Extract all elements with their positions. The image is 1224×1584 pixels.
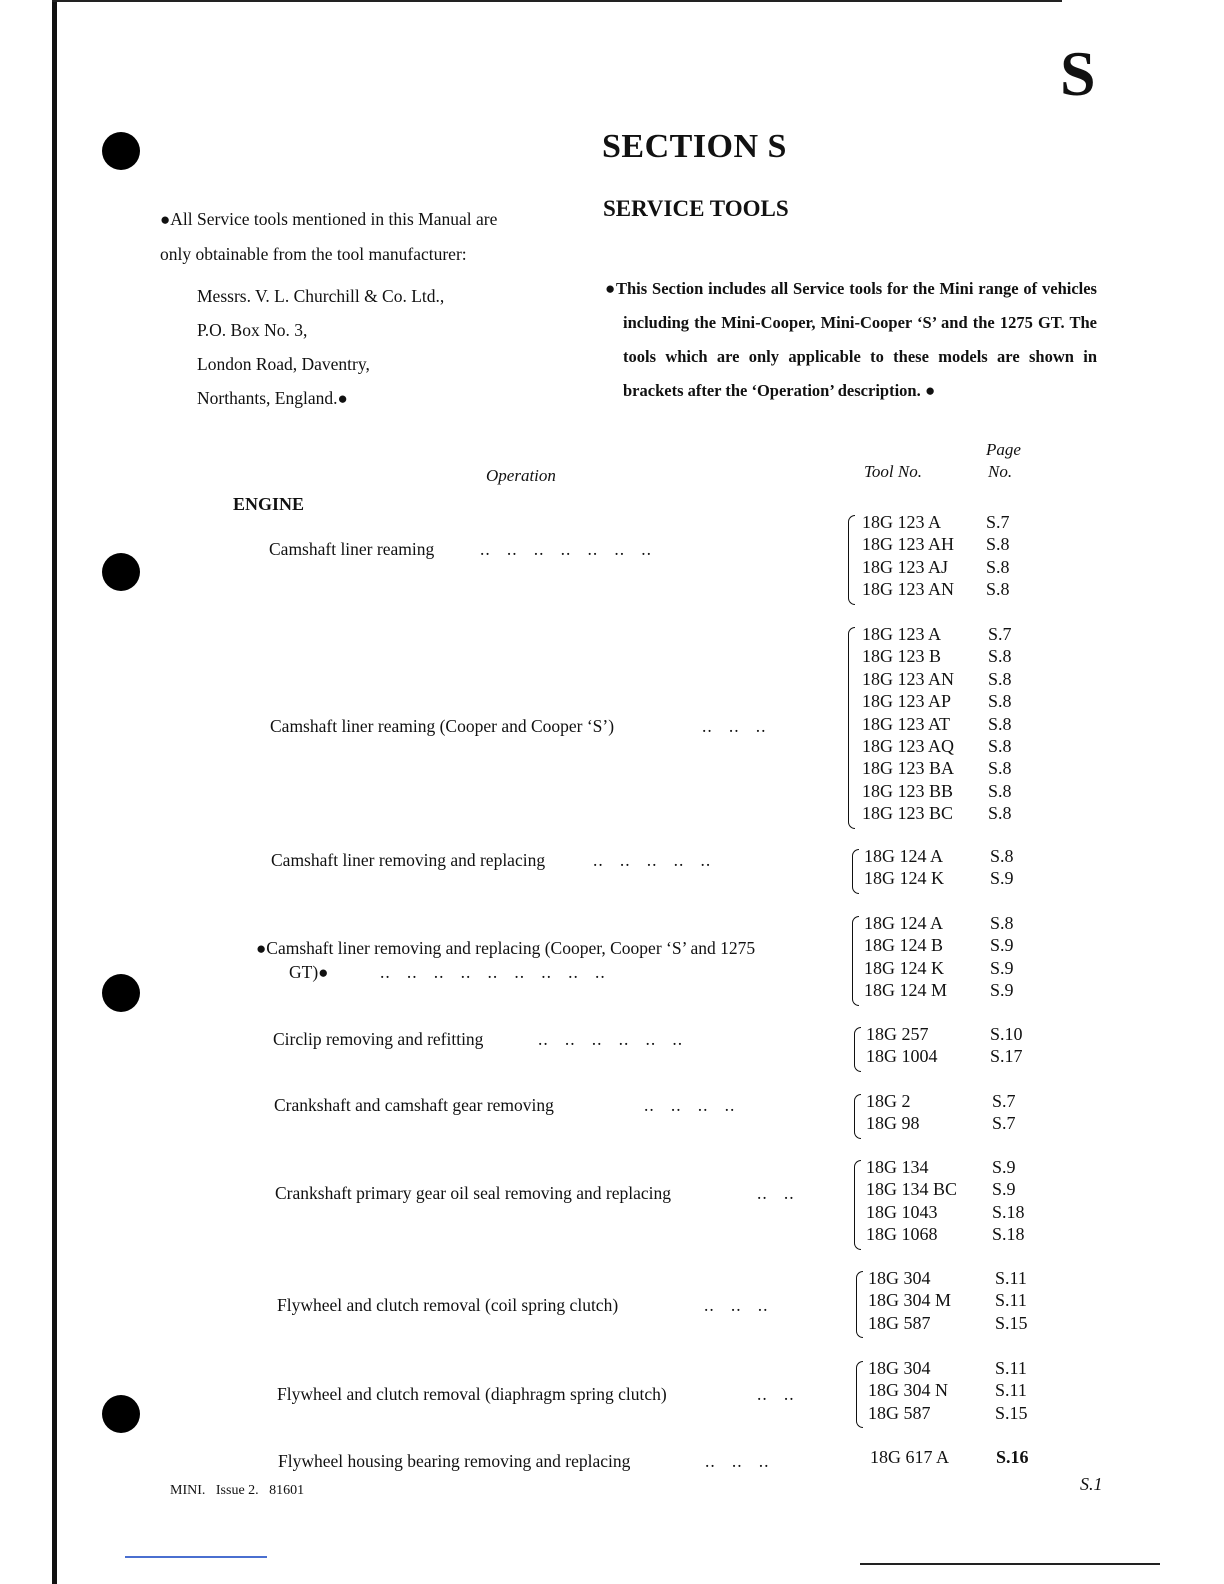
top-rule [52, 0, 1062, 2]
operation-label: Circlip removing and refitting [273, 1029, 484, 1049]
tool-number: 18G 123 AN [862, 579, 955, 600]
page-ref: S.8 [986, 579, 1010, 600]
tool-number: 18G 587 [868, 1402, 931, 1423]
tool-bracket [852, 849, 859, 894]
section-note [605, 272, 1097, 408]
leader-dots: .. .. .. [705, 1451, 770, 1471]
tool-number: 18G 124 M [864, 980, 948, 1001]
tool-number: 18G 587 [868, 1312, 931, 1333]
tool-number: 18G 123 AH [862, 534, 955, 555]
bullet-icon: ● [605, 279, 616, 298]
binder-hole [102, 553, 140, 591]
page-ref: S.8 [988, 713, 1012, 734]
page-ref: S.7 [986, 512, 1010, 532]
column-header-page: Page [986, 440, 1021, 459]
tool-number: 18G 617 A [870, 1447, 950, 1467]
tool-number: 18G 123 AP [862, 691, 952, 712]
page-ref: S.9 [990, 935, 1014, 956]
tool-bracket [854, 1160, 861, 1250]
page-ref: S.8 [988, 646, 1012, 667]
leader-dots: .. .. .. .. .. .. .. [480, 539, 652, 559]
page-ref: S.16 [996, 1447, 1029, 1467]
operation-label: Flywheel housing bearing removing and replacing [278, 1451, 631, 1471]
operation-label-cont [289, 962, 328, 983]
page-ref: S.7 [992, 1091, 1016, 1111]
tool-number: 18G 123 BC [862, 803, 954, 824]
operation-text: Camshaft liner removing and replacing (Cooper, Cooper ‘S’ and 1275 [266, 938, 756, 958]
leader-dots: .. .. .. .. [644, 1095, 736, 1115]
operation-label: Crankshaft and camshaft gear removing [274, 1095, 554, 1115]
tool-number: 18G 123 AQ [862, 736, 955, 756]
address-line: London Road, Daventry, [197, 354, 370, 374]
page-ref: S.8 [990, 846, 1014, 866]
page-subtitle: SERVICE TOOLS [603, 196, 789, 221]
operation-label: Camshaft liner removing and replacing [271, 850, 546, 870]
operation-label: Camshaft liner reaming [269, 539, 435, 559]
leader-dots: .. .. .. .. .. .. [538, 1029, 684, 1049]
leader-dots: .. .. .. [702, 716, 767, 736]
operation-label [256, 938, 755, 959]
page-ref: S.11 [995, 1358, 1027, 1378]
tool-number: 18G 123 A [862, 624, 942, 644]
column-header-page: No. [988, 462, 1013, 481]
binder-hole [102, 132, 140, 170]
page-ref: S.15 [995, 1312, 1028, 1333]
page-ref: S.7 [988, 624, 1012, 644]
page-ref: S.9 [992, 1179, 1016, 1200]
address-line: Messrs. V. L. Churchill & Co. Ltd., [197, 286, 445, 306]
footer-issue: MINI. Issue 2. 81601 [170, 1483, 305, 1498]
binder-hole [102, 974, 140, 1012]
page-ref: S.8 [986, 534, 1010, 555]
page-ref: S.8 [988, 780, 1012, 801]
leader-dots: .. .. .. .. .. .. .. .. .. [380, 962, 606, 982]
page-ref: S.11 [995, 1290, 1027, 1311]
note-text: This Section includes all Service tools for the Mini range of vehicles including the Mini-Cooper, Mini-Cooper ‘S’ and the 1275 GT. The tools which are only applicable to these models are shown in brackets after the ‘Operation’ description. [615, 279, 1097, 400]
page-ref: S.9 [990, 868, 1014, 889]
tool-bracket [854, 1027, 861, 1072]
bullet-icon: ● [337, 389, 348, 408]
tool-bracket [856, 1271, 863, 1338]
tool-number: 18G 123 BA [862, 758, 955, 779]
page-ref: S.8 [988, 668, 1012, 689]
page-title: SECTION S [602, 128, 787, 165]
bullet-icon: ● [318, 963, 329, 982]
page-number: S.1 [1080, 1474, 1103, 1494]
page-left-edge [52, 0, 57, 1584]
page-ref: S.11 [995, 1380, 1027, 1401]
page-ref: S.8 [988, 758, 1012, 779]
tool-number: 18G 123 BB [862, 780, 954, 801]
tool-bracket [852, 916, 859, 1006]
tool-bracket [848, 515, 855, 605]
column-header-operation: Operation [486, 466, 556, 485]
page-ref: S.8 [990, 913, 1014, 933]
page-ref: S.9 [990, 980, 1014, 1001]
scan-mark [125, 1556, 267, 1558]
leader-dots: .. .. .. .. .. [593, 850, 712, 870]
page-ref: S.11 [995, 1268, 1027, 1288]
tool-number: 18G 304 [868, 1358, 931, 1378]
tool-number: 18G 304 [868, 1268, 931, 1288]
tool-number: 18G 304 N [868, 1380, 948, 1401]
operation-label: Crankshaft primary gear oil seal removing and replacing [275, 1183, 672, 1203]
bullet-icon: ● [920, 381, 936, 400]
leader-dots: .. .. [757, 1183, 795, 1203]
group-heading: ENGINE [233, 494, 305, 514]
tool-number: 18G 257 [866, 1024, 929, 1044]
leader-dots: .. .. [757, 1384, 795, 1404]
page-ref: S.10 [990, 1024, 1023, 1044]
tool-number: 18G 1068 [866, 1224, 938, 1245]
address [197, 279, 444, 416]
tool-bracket [848, 627, 855, 829]
section-letter: S [1060, 38, 1096, 109]
page-ref: S.17 [990, 1046, 1023, 1067]
intro-line: All Service tools mentioned in this Manual are [170, 209, 498, 229]
page-ref: S.8 [988, 803, 1012, 824]
tool-number: 18G 134 [866, 1157, 929, 1177]
page-ref: S.8 [988, 691, 1012, 712]
address-line: P.O. Box No. 3, [197, 320, 308, 340]
tool-bracket [854, 1094, 861, 1139]
page-ref: S.7 [992, 1113, 1016, 1134]
tool-number: 18G 304 M [868, 1290, 952, 1311]
page-ref: S.8 [986, 556, 1010, 577]
tool-number: 18G 123 A [862, 512, 942, 532]
tool-number: 18G 124 A [864, 913, 944, 933]
tool-number: 18G 124 K [864, 868, 944, 889]
operation-label: Flywheel and clutch removal (coil spring clutch) [277, 1295, 619, 1315]
page-ref: S.18 [992, 1224, 1025, 1245]
operation-label: Flywheel and clutch removal (diaphragm spring clutch) [277, 1384, 667, 1404]
tool-number: 18G 2 [866, 1091, 911, 1111]
tool-number: 18G 124 K [864, 957, 944, 978]
tool-number: 18G 124 B [864, 935, 944, 956]
page-ref: S.9 [990, 957, 1014, 978]
tool-number: 18G 123 AJ [862, 556, 949, 577]
column-header-tool: Tool No. [864, 462, 922, 481]
tool-number: 18G 124 A [864, 846, 944, 866]
intro-text [160, 202, 560, 271]
page-ref: S.15 [995, 1402, 1028, 1423]
tool-number: 18G 123 AN [862, 668, 955, 689]
leader-dots: .. .. .. [704, 1295, 769, 1315]
tool-number: 18G 98 [866, 1113, 920, 1134]
operation-label: Camshaft liner reaming (Cooper and Cooper ‘S’) [270, 716, 615, 736]
bottom-rule [860, 1563, 1160, 1565]
binder-hole [102, 1395, 140, 1433]
page-ref: S.18 [992, 1201, 1025, 1222]
page-ref: S.9 [992, 1157, 1016, 1177]
bullet-icon: ● [256, 939, 267, 958]
tool-bracket [856, 1361, 863, 1428]
tool-number: 18G 1004 [866, 1046, 938, 1067]
page-ref: S.8 [988, 736, 1012, 756]
tool-number: 18G 123 B [862, 646, 942, 667]
intro-line: only obtainable from the tool manufacturer: [160, 244, 467, 264]
bullet-icon: ● [160, 210, 171, 229]
operation-text: GT) [289, 962, 319, 982]
tool-number: 18G 123 AT [862, 713, 951, 734]
tool-number: 18G 134 BC [866, 1179, 958, 1200]
address-line: Northants, England. [197, 388, 338, 408]
tool-number: 18G 1043 [866, 1201, 938, 1222]
